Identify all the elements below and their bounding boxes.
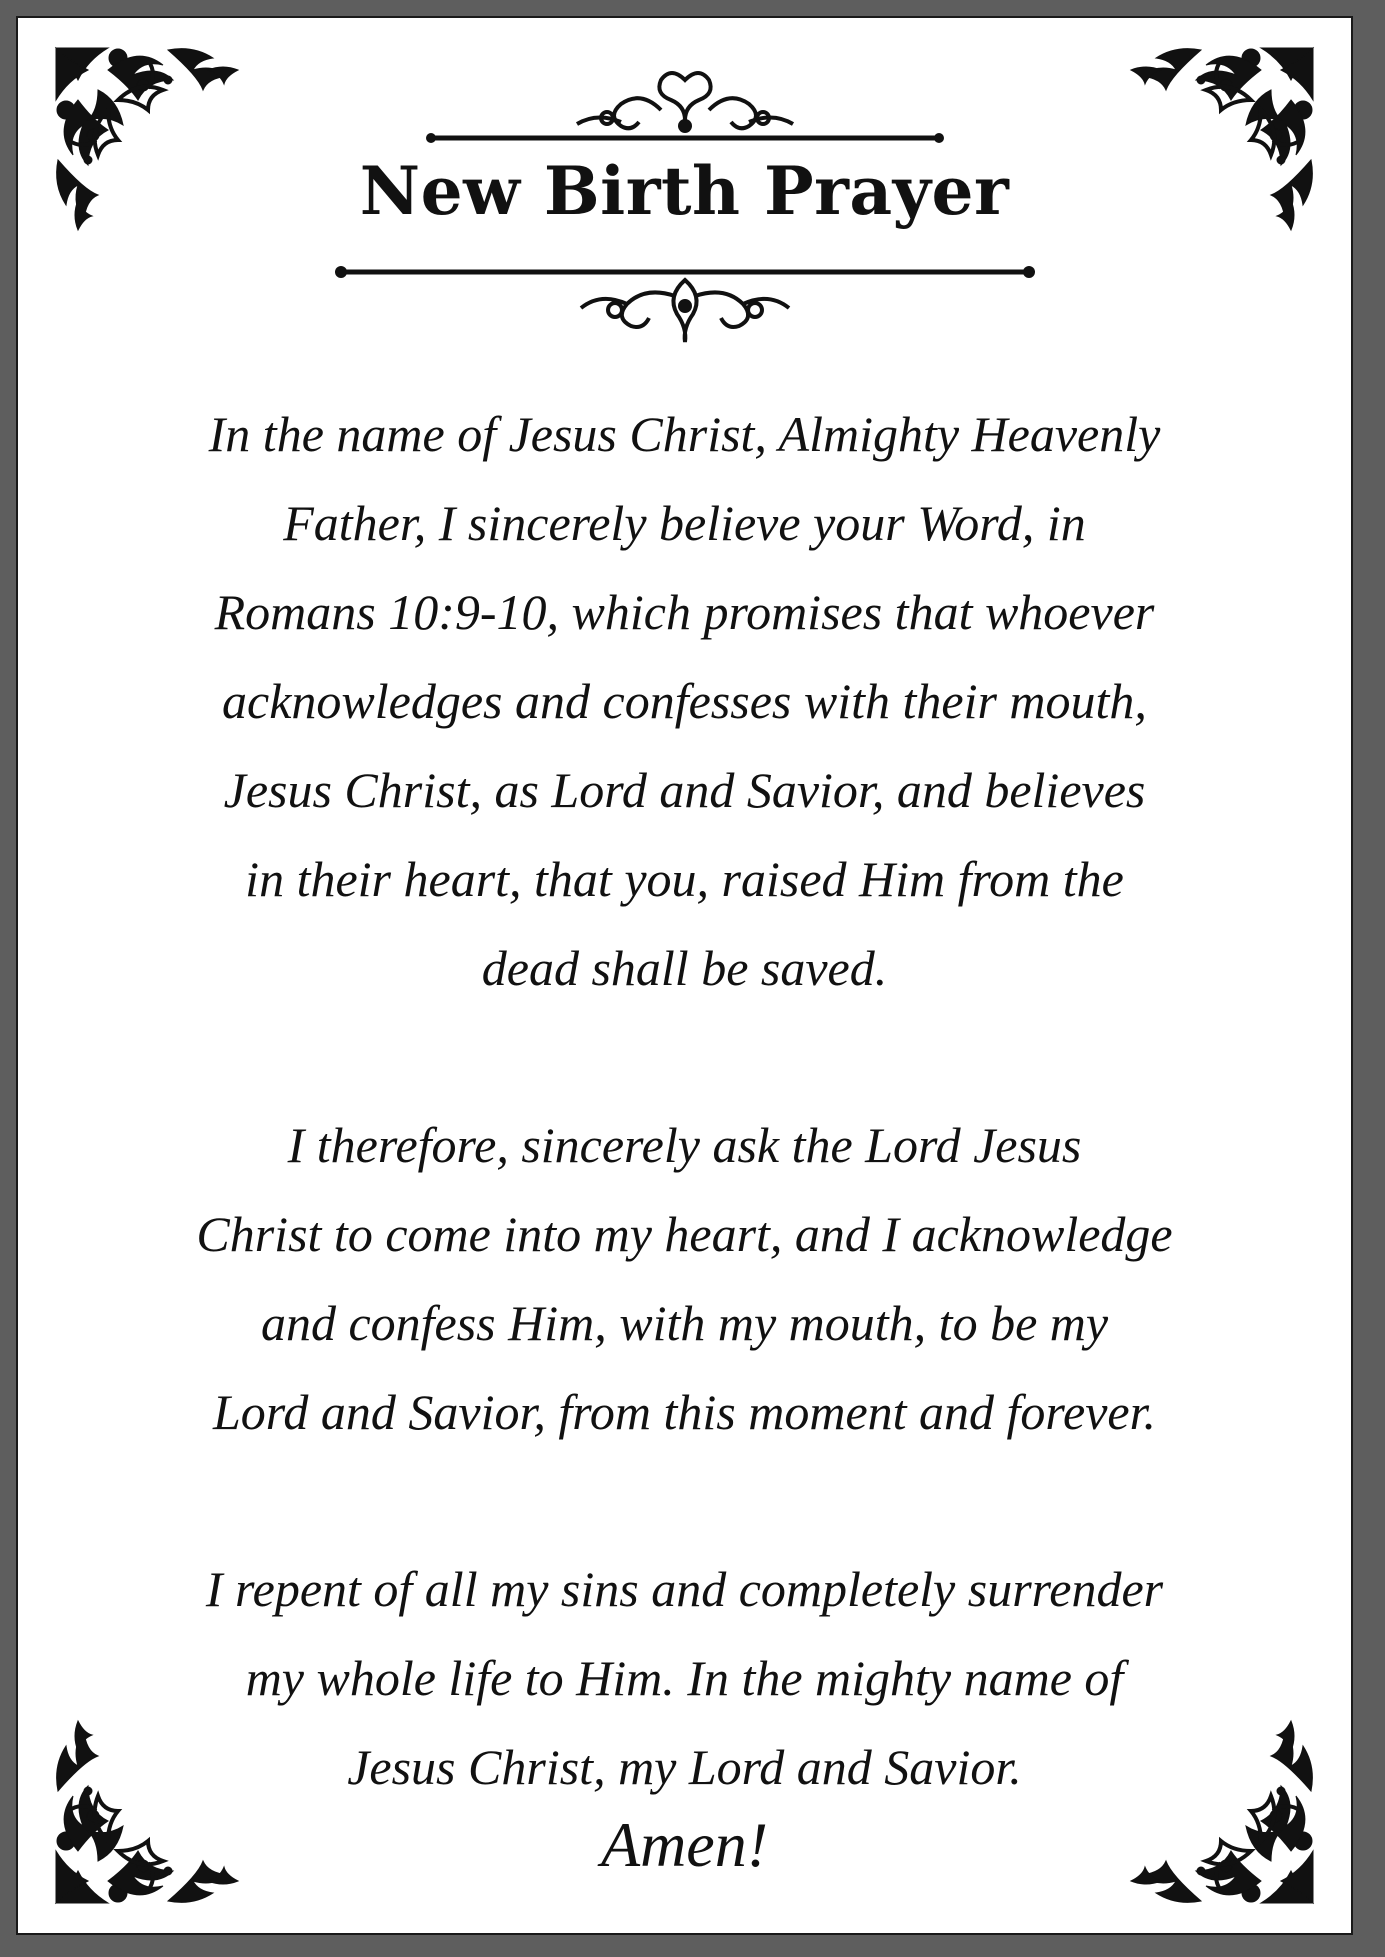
prayer-line: Jesus Christ, as Lord and Savior, and believes [223, 762, 1146, 818]
prayer-body [98, 390, 1271, 1812]
prayer-line: Romans 10:9-10, which promises that whoever [214, 584, 1155, 640]
title-flourish-bottom-icon [18, 246, 1351, 346]
prayer-line: Father, I sincerely believe your Word, in [283, 495, 1086, 551]
prayer-line: in their heart, that you, raised Him from the [245, 851, 1124, 907]
prayer-line: acknowledges and confesses with their mouth, [222, 673, 1147, 729]
page-title: New Birth Prayer [359, 152, 1010, 230]
prayer-line: I repent of all my sins and completely surrender [205, 1561, 1164, 1617]
prayer-line: dead shall be saved. [481, 940, 888, 996]
prayer-line: I therefore, sincerely ask the Lord Jesus [287, 1117, 1082, 1173]
prayer-card [16, 16, 1353, 1935]
prayer-paragraph-1 [98, 390, 1271, 1013]
prayer-line: Christ to come into my heart, and I acknowledge [196, 1206, 1173, 1262]
closing-amen: Amen! [600, 1809, 769, 1880]
prayer-line: my whole life to Him. In the mighty name of [245, 1650, 1124, 1706]
prayer-paragraph-3 [98, 1545, 1271, 1812]
prayer-line: and confess Him, with my mouth, to be my [260, 1295, 1109, 1351]
title-flourish-top-icon [18, 62, 1351, 152]
prayer-line: Lord and Savior, from this moment and forever. [212, 1384, 1157, 1440]
prayer-paragraph-2 [98, 1101, 1271, 1457]
prayer-line: Jesus Christ, my Lord and Savior. [347, 1739, 1022, 1795]
prayer-line: In the name of Jesus Christ, Almighty Heavenly [208, 406, 1161, 462]
